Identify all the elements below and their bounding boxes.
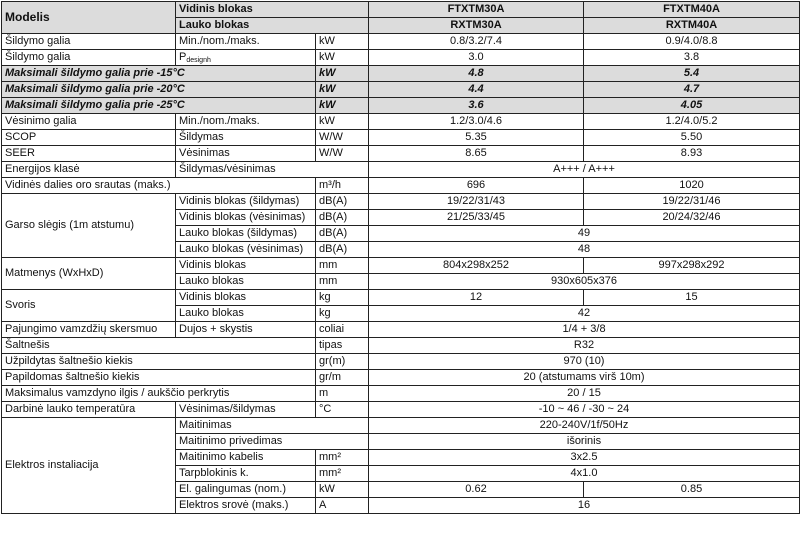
table-row (2, 370, 800, 386)
row-label: Šildymo galia (2, 50, 176, 66)
table-row (2, 82, 800, 98)
row-label: Šildymo galia (2, 34, 176, 50)
table-row (2, 402, 800, 418)
row-unit: kW (316, 98, 369, 114)
row-value-2: 0.9/4.0/8.8 (584, 34, 800, 50)
row-value-2: 997x298x292 (584, 258, 800, 274)
row-label: Maksimali šildymo galia prie -25°C (2, 98, 316, 114)
row-param (176, 50, 316, 66)
row-label: SCOP (2, 130, 176, 146)
row-unit: gr/m (316, 370, 369, 386)
row-label: Šaltnešis (2, 338, 316, 354)
row-param: Vėsinimas/šildymas (176, 402, 316, 418)
dimensions-label: Matmenys (WxHxD) (2, 258, 176, 290)
table-row (2, 50, 800, 66)
row-value-1: 21/25/33/45 (369, 210, 584, 226)
row-unit: mm² (316, 450, 369, 466)
row-param: Dujos + skystis (176, 322, 316, 338)
row-label: Maksimalus vamzdyno ilgis / aukščio perkrytis (2, 386, 316, 402)
row-value-1: 4.4 (369, 82, 584, 98)
row-label: Darbinė lauko temperatūra (2, 402, 176, 418)
row-unit: kW (316, 66, 369, 82)
specifications-table (1, 1, 800, 514)
row-unit: dB(A) (316, 194, 369, 210)
row-value-1: 19/22/31/43 (369, 194, 584, 210)
row-param: Šildymas/vėsinimas (176, 162, 369, 178)
row-param: Vėsinimas (176, 146, 316, 162)
row-value-2: 15 (584, 290, 800, 306)
row-unit: dB(A) (316, 210, 369, 226)
table-row (2, 114, 800, 130)
row-unit: dB(A) (316, 242, 369, 258)
row-label: SEER (2, 146, 176, 162)
row-value-2: 1.2/4.0/5.2 (584, 114, 800, 130)
table-row (2, 194, 800, 210)
row-param: Min./nom./maks. (176, 114, 316, 130)
row-label: Pajungimo vamzdžių skersmuo (2, 322, 176, 338)
weight-label: Svoris (2, 290, 176, 322)
row-label: Vidinės dalies oro srautas (maks.) (2, 178, 316, 194)
table-row (2, 354, 800, 370)
indoor-model-2: FTXTM40A (584, 2, 800, 18)
table-row (2, 66, 800, 82)
outdoor-model-1: RXTM30A (369, 18, 584, 34)
row-param: Elektros srovė (maks.) (176, 498, 316, 514)
row-param: Maitinimas (176, 418, 369, 434)
outdoor-unit-header: Lauko blokas (176, 18, 369, 34)
row-value-1: 12 (369, 290, 584, 306)
table-row (2, 146, 800, 162)
row-unit: mm (316, 274, 369, 290)
row-value-1: 696 (369, 178, 584, 194)
row-unit: kW (316, 34, 369, 50)
param-main: P (179, 51, 187, 63)
row-value: R32 (369, 338, 800, 354)
row-param: Lauko blokas (šildymas) (176, 226, 316, 242)
row-value: išorinis (369, 434, 800, 450)
row-value: 48 (369, 242, 800, 258)
row-label: Užpildytas šaltnešio kiekis (2, 354, 316, 370)
table-row (2, 338, 800, 354)
row-unit: W/W (316, 130, 369, 146)
row-param: Vidinis blokas (šildymas) (176, 194, 316, 210)
table-row (2, 130, 800, 146)
row-unit: gr(m) (316, 354, 369, 370)
row-param: El. galingumas (nom.) (176, 482, 316, 498)
electrical-label: Elektros instaliacija (2, 418, 176, 514)
row-value-1: 0.8/3.2/7.4 (369, 34, 584, 50)
row-unit: kW (316, 114, 369, 130)
row-value-2: 3.8 (584, 50, 800, 66)
row-value-2: 4.7 (584, 82, 800, 98)
row-label: Maksimali šildymo galia prie -20°C (2, 82, 316, 98)
row-value-2: 5.50 (584, 130, 800, 146)
table-row (2, 386, 800, 402)
row-value-2: 19/22/31/46 (584, 194, 800, 210)
row-unit: A (316, 498, 369, 514)
outdoor-model-2: RXTM40A (584, 18, 800, 34)
row-value-1: 8.65 (369, 146, 584, 162)
row-unit: kW (316, 82, 369, 98)
row-unit: °C (316, 402, 369, 418)
row-value-1: 3.0 (369, 50, 584, 66)
row-value-1: 0.62 (369, 482, 584, 498)
table-row (2, 98, 800, 114)
table-row (2, 34, 800, 50)
indoor-unit-header: Vidinis blokas (176, 2, 369, 18)
row-value: 42 (369, 306, 800, 322)
row-value-1: 5.35 (369, 130, 584, 146)
row-value-2: 1020 (584, 178, 800, 194)
row-unit: mm (316, 258, 369, 274)
row-label: Energijos klasė (2, 162, 176, 178)
row-value-2: 20/24/32/46 (584, 210, 800, 226)
table-row (2, 178, 800, 194)
row-value: 4x1.0 (369, 466, 800, 482)
row-label: Vėsinimo galia (2, 114, 176, 130)
row-value-2: 8.93 (584, 146, 800, 162)
row-param: Maitinimo privedimas (176, 434, 369, 450)
row-value: 3x2.5 (369, 450, 800, 466)
table-row (2, 322, 800, 338)
row-value: 20 (atstumams virš 10m) (369, 370, 800, 386)
row-value-2: 4.05 (584, 98, 800, 114)
row-value: A+++ / A+++ (369, 162, 800, 178)
row-value: 1/4 + 3/8 (369, 322, 800, 338)
row-param: Tarpblokinis k. (176, 466, 316, 482)
row-unit: mm² (316, 466, 369, 482)
table-row (2, 418, 800, 434)
row-unit: m (316, 386, 369, 402)
row-value-1: 804x298x252 (369, 258, 584, 274)
row-value-1: 4.8 (369, 66, 584, 82)
row-unit: coliai (316, 322, 369, 338)
noise-label: Garso slėgis (1m atstumu) (2, 194, 176, 258)
row-value: 970 (10) (369, 354, 800, 370)
row-value: 20 / 15 (369, 386, 800, 402)
row-unit: kg (316, 306, 369, 322)
row-param: Vidinis blokas (vėsinimas) (176, 210, 316, 226)
row-label: Maksimali šildymo galia prie -15°C (2, 66, 316, 82)
row-unit: W/W (316, 146, 369, 162)
row-value-1: 1.2/3.0/4.6 (369, 114, 584, 130)
modelis-header: Modelis (2, 2, 176, 34)
row-unit: kW (316, 50, 369, 66)
row-param: Lauko blokas (176, 274, 316, 290)
row-unit: kg (316, 290, 369, 306)
row-param: Min./nom./maks. (176, 34, 316, 50)
row-unit: kW (316, 482, 369, 498)
row-unit: tipas (316, 338, 369, 354)
indoor-model-1: FTXTM30A (369, 2, 584, 18)
row-value: 49 (369, 226, 800, 242)
row-param: Vidinis blokas (176, 290, 316, 306)
row-unit: m³/h (316, 178, 369, 194)
row-value-2: 0.85 (584, 482, 800, 498)
row-value-1: 3.6 (369, 98, 584, 114)
row-param: Lauko blokas (176, 306, 316, 322)
row-param: Šildymas (176, 130, 316, 146)
table-row (2, 290, 800, 306)
row-value-2: 5.4 (584, 66, 800, 82)
row-value: 220-240V/1f/50Hz (369, 418, 800, 434)
row-param: Lauko blokas (vėsinimas) (176, 242, 316, 258)
table-row (2, 162, 800, 178)
row-param: Maitinimo kabelis (176, 450, 316, 466)
row-value: 930x605x376 (369, 274, 800, 290)
row-label: Papildomas šaltnešio kiekis (2, 370, 316, 386)
row-value: -10 ~ 46 / -30 ~ 24 (369, 402, 800, 418)
row-unit: dB(A) (316, 226, 369, 242)
param-sub: designh (186, 57, 211, 64)
row-value: 16 (369, 498, 800, 514)
table-row (2, 258, 800, 274)
row-param: Vidinis blokas (176, 258, 316, 274)
